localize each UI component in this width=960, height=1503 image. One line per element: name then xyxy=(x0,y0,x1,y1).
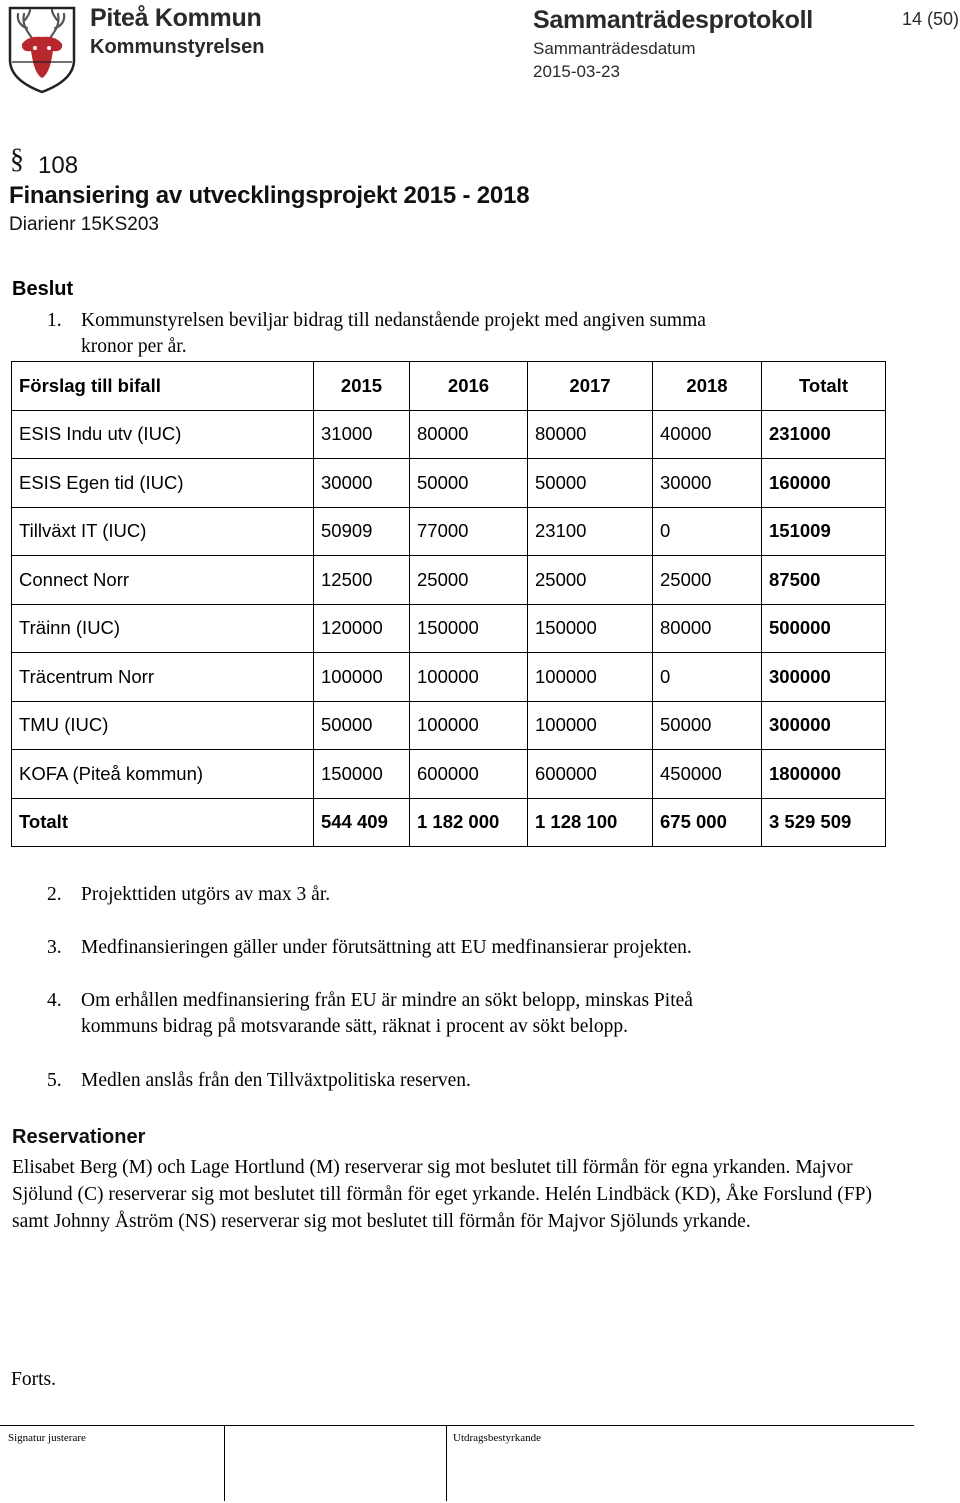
list-number: 4. xyxy=(47,990,62,1011)
amount-cell: 40000 xyxy=(653,410,762,459)
row-total-cell: 231000 xyxy=(762,410,886,459)
continued-note: Forts. xyxy=(11,1369,56,1390)
list-text: Medfinansieringen gäller under förutsättning att EU medfinansierar projekten. xyxy=(81,937,692,958)
project-name-cell: Träinn (IUC) xyxy=(12,604,314,653)
amount-cell: 100000 xyxy=(410,701,528,750)
row-total-cell: 300000 xyxy=(762,701,886,750)
reservations-text: Elisabet Berg (M) och Lage Hortlund (M) reserverar sig mot beslutet till förmån för egna yrkanden. Majvor Sjölund (C) reserverar sig mot beslutet till förmån för eget yrkande. Helén Lindbäck (KD), Åke Forslund (FP) samt Johnny Åström (NS) reserverar sig mot beslutet till förmån för Majvor Sjölunds yrkande. xyxy=(12,1157,872,1232)
amount-cell: 100000 xyxy=(528,653,653,702)
amount-cell: 450000 xyxy=(653,750,762,799)
row-total-cell: 500000 xyxy=(762,604,886,653)
amount-cell: 25000 xyxy=(528,556,653,605)
row-total-cell: 300000 xyxy=(762,653,886,702)
list-number: 5. xyxy=(47,1070,62,1091)
meeting-date-value: 2015-03-23 xyxy=(533,62,620,81)
amount-cell: 25000 xyxy=(410,556,528,605)
footer-divider-line xyxy=(0,1425,914,1426)
signature-field-label: Signatur justerare xyxy=(8,1432,86,1444)
total-amount-cell: 1 128 100 xyxy=(528,798,653,847)
extract-certification-label: Utdragsbestyrkande xyxy=(453,1432,541,1444)
amount-cell: 150000 xyxy=(410,604,528,653)
footer-column-divider xyxy=(224,1425,225,1501)
amount-cell: 23100 xyxy=(528,507,653,556)
document-type: Sammanträdesprotokoll xyxy=(533,6,813,34)
organization-name: Piteå Kommun xyxy=(90,4,262,32)
table-row xyxy=(12,507,886,556)
funding-table xyxy=(11,361,886,847)
row-total-cell: 151009 xyxy=(762,507,886,556)
amount-cell: 600000 xyxy=(410,750,528,799)
section-number: 108 xyxy=(38,152,79,179)
amount-cell: 100000 xyxy=(528,701,653,750)
table-header-row xyxy=(12,362,886,411)
column-header: 2018 xyxy=(653,362,762,411)
list-number: 1. xyxy=(47,310,62,331)
section-title: Finansiering av utvecklingsprojekt 2015 - 2018 xyxy=(9,182,530,209)
list-text: kommuns bidrag på motsvarande sätt, räknat i procent av sökt belopp. xyxy=(81,1016,628,1037)
project-name-cell: Connect Norr xyxy=(12,556,314,605)
list-number: 2. xyxy=(47,884,62,905)
column-header: 2016 xyxy=(410,362,528,411)
list-text: Kommunstyrelsen beviljar bidrag till nedanstående projekt med angiven summa xyxy=(81,310,706,331)
table-total-row xyxy=(12,798,886,847)
column-header: 2015 xyxy=(314,362,410,411)
total-label-cell: Totalt xyxy=(12,798,314,847)
amount-cell: 80000 xyxy=(653,604,762,653)
table-row xyxy=(12,604,886,653)
amount-cell: 31000 xyxy=(314,410,410,459)
row-total-cell: 1800000 xyxy=(762,750,886,799)
total-amount-cell: 675 000 xyxy=(653,798,762,847)
list-text: Projekttiden utgörs av max 3 år. xyxy=(81,884,331,905)
meeting-date-label: Sammanträdesdatum xyxy=(533,39,696,58)
amount-cell: 150000 xyxy=(314,750,410,799)
list-text: Medlen anslås från den Tillväxtpolitiska reserven. xyxy=(81,1070,471,1091)
amount-cell: 50000 xyxy=(410,459,528,508)
amount-cell: 100000 xyxy=(314,653,410,702)
amount-cell: 80000 xyxy=(410,410,528,459)
amount-cell: 150000 xyxy=(528,604,653,653)
grand-total-cell: 3 529 509 xyxy=(762,798,886,847)
project-name-cell: TMU (IUC) xyxy=(12,701,314,750)
amount-cell: 80000 xyxy=(528,410,653,459)
amount-cell: 12500 xyxy=(314,556,410,605)
table-row xyxy=(12,556,886,605)
amount-cell: 120000 xyxy=(314,604,410,653)
amount-cell: 77000 xyxy=(410,507,528,556)
table-row xyxy=(12,459,886,508)
reservations-heading: Reservationer xyxy=(12,1126,146,1148)
amount-cell: 600000 xyxy=(528,750,653,799)
project-name-cell: ESIS Egen tid (IUC) xyxy=(12,459,314,508)
decision-heading: Beslut xyxy=(12,278,74,300)
amount-cell: 50000 xyxy=(653,701,762,750)
project-name-cell: KOFA (Piteå kommun) xyxy=(12,750,314,799)
amount-cell: 50000 xyxy=(528,459,653,508)
diary-number: Diarienr 15KS203 xyxy=(9,214,159,235)
amount-cell: 50000 xyxy=(314,701,410,750)
amount-cell: 50909 xyxy=(314,507,410,556)
project-name-cell: ESIS Indu utv (IUC) xyxy=(12,410,314,459)
section-sign: § xyxy=(10,144,24,175)
column-header: 2017 xyxy=(528,362,653,411)
table-row xyxy=(12,701,886,750)
amount-cell: 100000 xyxy=(410,653,528,702)
amount-cell: 0 xyxy=(653,507,762,556)
footer-column-divider xyxy=(446,1425,447,1501)
table-row xyxy=(12,750,886,799)
amount-cell: 0 xyxy=(653,653,762,702)
municipal-coat-of-arms-logo xyxy=(6,4,78,94)
organization-unit: Kommunstyrelsen xyxy=(90,36,265,58)
table-row xyxy=(12,653,886,702)
row-total-cell: 160000 xyxy=(762,459,886,508)
list-text: kronor per år. xyxy=(81,336,187,357)
row-total-cell: 87500 xyxy=(762,556,886,605)
list-text: Om erhållen medfinansiering från EU är mindre an sökt belopp, minskas Piteå xyxy=(81,990,693,1011)
total-amount-cell: 544 409 xyxy=(314,798,410,847)
column-header: Förslag till bifall xyxy=(12,362,314,411)
table-row xyxy=(12,410,886,459)
amount-cell: 30000 xyxy=(314,459,410,508)
list-number: 3. xyxy=(47,937,62,958)
project-name-cell: Träcentrum Norr xyxy=(12,653,314,702)
column-header: Totalt xyxy=(762,362,886,411)
amount-cell: 30000 xyxy=(653,459,762,508)
page-number: 14 (50) xyxy=(902,9,960,29)
project-name-cell: Tillväxt IT (IUC) xyxy=(12,507,314,556)
total-amount-cell: 1 182 000 xyxy=(410,798,528,847)
amount-cell: 25000 xyxy=(653,556,762,605)
